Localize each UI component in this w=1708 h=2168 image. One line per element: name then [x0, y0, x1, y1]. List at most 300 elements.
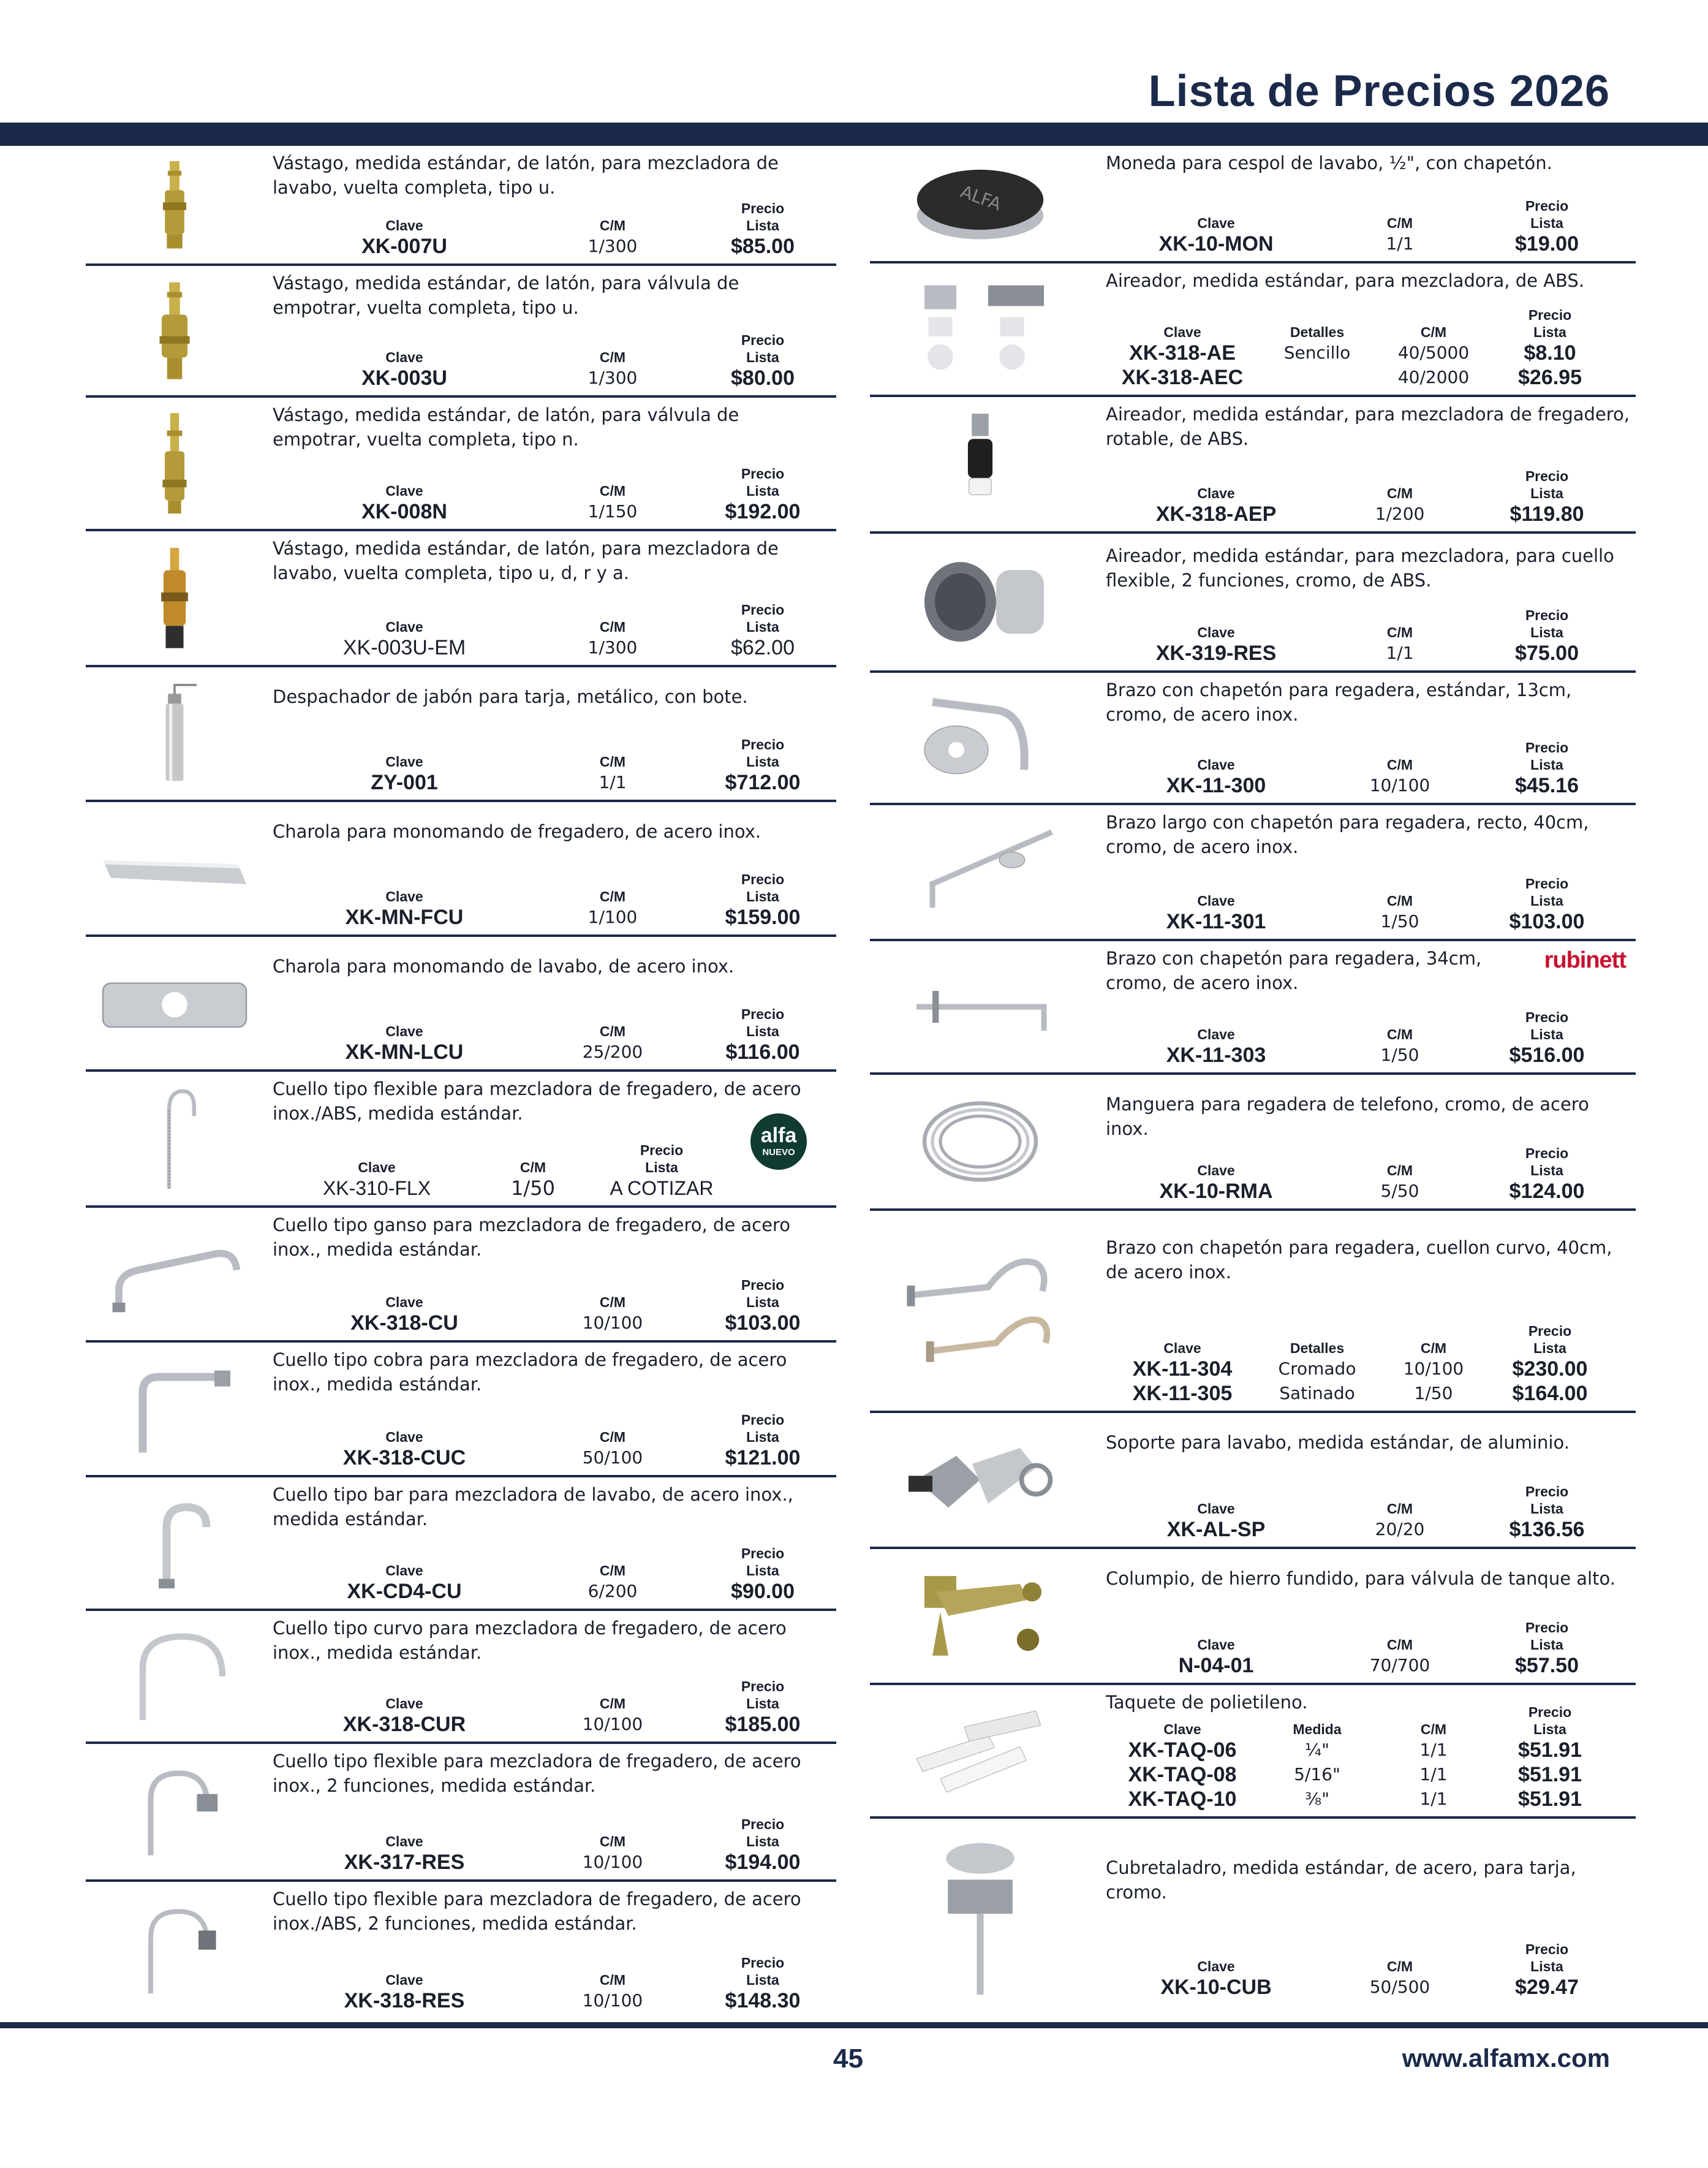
product-code: XK-CD4-CU [347, 1580, 462, 1603]
precio-header: Precio [1525, 876, 1569, 892]
product-size: ¼" [1304, 1740, 1330, 1760]
precio-header: Precio [1528, 307, 1572, 323]
rubinett-logo: rubinett [1544, 947, 1626, 973]
product-item [86, 937, 836, 1072]
product-price: $121.00 [725, 1446, 801, 1469]
product-item [870, 1211, 1636, 1413]
precio-header: Precio [1525, 740, 1569, 756]
product-price: $57.50 [1515, 1654, 1579, 1677]
lista-header: Lista [1533, 324, 1566, 340]
product-cm: 50/100 [582, 1447, 643, 1468]
product-code: XK-MN-FCU [345, 906, 464, 929]
product-detail: Cromado [1278, 1359, 1356, 1379]
cm-header: C/M [1386, 1162, 1413, 1178]
product-item [870, 673, 1636, 805]
product-price: $136.56 [1509, 1518, 1585, 1541]
product-cm: 40/2000 [1397, 367, 1470, 387]
precio-header: Precio [741, 200, 785, 216]
product-cm: 1/50 [1380, 911, 1419, 931]
right-column [870, 146, 1636, 2018]
product-cm: 1/1 [1419, 1740, 1448, 1760]
clave-header: Clave [385, 349, 423, 365]
product-size: ⅜" [1304, 1789, 1330, 1809]
header-bar [0, 123, 1708, 146]
clave-header: Clave [385, 218, 423, 233]
aerator-set-image [870, 268, 1090, 390]
product-price: $516.00 [1509, 1044, 1585, 1067]
product-code: XK-10-MON [1158, 232, 1274, 256]
cm-header: C/M [599, 754, 626, 770]
precio-header: Precio [1525, 1009, 1569, 1025]
product-cm: 5/50 [1380, 1181, 1419, 1201]
price-table [273, 736, 831, 795]
product-code: XK-11-305 [1132, 1382, 1233, 1405]
lista-header: Lista [1530, 485, 1563, 501]
product-code: XK-318-RES [344, 1989, 465, 2012]
product-description: Columpio, de hierro fundido, para válvula de tanque alto. [1106, 1568, 1615, 1589]
product-item [870, 146, 1636, 263]
goose-neck-image [86, 1213, 263, 1335]
shower-arm-image [870, 678, 1090, 798]
long-shower-arm-image [870, 810, 1090, 934]
spray-head-image [870, 539, 1090, 665]
cm-header: C/M [599, 1563, 626, 1579]
precio-header: Precio [741, 1277, 785, 1293]
sink-plate-image [86, 807, 263, 930]
cm-header: C/M [599, 349, 626, 365]
product-code: ZY-001 [371, 771, 438, 794]
price-table [1106, 1483, 1631, 1542]
product-description: Taquete de polietileno. [1106, 1692, 1308, 1713]
new-badge: alfa NUEVO [750, 1113, 807, 1170]
clave-header: Clave [1197, 485, 1235, 501]
product-price: $51.91 [1518, 1738, 1582, 1762]
precio-header: Precio [1528, 1323, 1572, 1339]
product-item [86, 1477, 836, 1611]
product-description: Aireador, medida estándar, para mezcladora, para cuello flexible, 2 funciones, cromo, de ABS. [1106, 545, 1614, 591]
website-link[interactable]: www.alfamx.com [1402, 2044, 1610, 2072]
precio-header: Precio [741, 871, 785, 887]
product-price: $185.00 [725, 1713, 801, 1736]
price-table [1106, 197, 1631, 256]
product-code: N-04-01 [1178, 1654, 1254, 1677]
product-code: XK-317-RES [344, 1851, 465, 1874]
price-table [273, 332, 831, 390]
lista-header: Lista [1530, 1958, 1563, 1974]
product-description: Cubretaladro, medida estándar, de acero, para tarja, cromo. [1106, 1857, 1576, 1903]
cm-header: C/M [599, 483, 626, 499]
product-price: $29.47 [1515, 1976, 1579, 1999]
product-code: XK-318-AEC [1121, 366, 1244, 389]
cm-header: C/M [1420, 324, 1447, 340]
price-table [1106, 468, 1631, 526]
detalles-header: Detalles [1290, 324, 1345, 340]
medida-header: Medida [1293, 1721, 1342, 1737]
product-item [86, 802, 836, 937]
clave-header: Clave [1197, 893, 1235, 909]
flexible-spray-neck-image [86, 1887, 263, 2013]
cm-header: C/M [599, 218, 626, 233]
lista-header: Lista [1530, 893, 1563, 909]
flexible-neck-image [86, 1077, 263, 1200]
product-description: Vástago, medida estándar, de latón, para válvula de empotrar, vuelta completa, tipo u. [273, 273, 739, 318]
product-cm: 1/100 [588, 907, 638, 927]
product-code: XK-003U-EM [342, 636, 466, 659]
product-description: Cuello tipo flexible para mezcladora de fregadero, de acero inox./ABS, 2 funciones, medida estándar. [273, 1889, 801, 1934]
product-item [870, 1075, 1636, 1211]
clave-header: Clave [385, 1833, 423, 1849]
clave-header: Clave [1197, 1162, 1235, 1178]
lista-header: Lista [746, 889, 779, 904]
product-price: $62.00 [731, 636, 795, 659]
product-cm: 1/1 [1419, 1789, 1448, 1809]
lista-header: Lista [1530, 1162, 1563, 1178]
lista-header: Lista [746, 349, 779, 365]
product-price: $194.00 [725, 1851, 801, 1874]
product-item [870, 1413, 1636, 1549]
product-code: XK-11-303 [1166, 1044, 1266, 1067]
page-title: Lista de Precios 2026 [1148, 67, 1610, 116]
precio-header: Precio [1528, 1704, 1572, 1720]
price-table [273, 1006, 831, 1064]
precio-header: Precio [1525, 1620, 1569, 1635]
product-price: $103.00 [1509, 910, 1585, 933]
price-table [273, 1678, 831, 1737]
cm-header: C/M [599, 619, 626, 635]
product-description: Cuello tipo cobra para mezcladora de fregadero, de acero inox., medida estándar. [273, 1349, 787, 1395]
product-item [86, 398, 836, 531]
product-cm: 1/150 [588, 501, 638, 521]
product-code: XK-318-AEP [1155, 502, 1277, 526]
product-price: $124.00 [1509, 1180, 1585, 1203]
product-cm: 1/300 [588, 236, 638, 256]
lista-header: Lista [645, 1159, 678, 1175]
product-cm: 10/100 [582, 1852, 643, 1872]
product-code: XK-003U [361, 366, 447, 390]
valve-stem-image [86, 403, 263, 524]
product-cm: 25/200 [582, 1042, 643, 1062]
product-code: XK-TAQ-06 [1128, 1738, 1237, 1762]
clave-header: Clave [358, 1159, 396, 1175]
price-table [1106, 306, 1631, 390]
lista-header: Lista [746, 218, 779, 233]
cm-header: C/M [599, 1429, 626, 1445]
product-item [870, 1685, 1636, 1819]
product-item [870, 1549, 1636, 1685]
product-description: Vástago, medida estándar, de latón, para mezcladora de lavabo, vuelta completa, tipo u. [273, 153, 779, 198]
price-table [1106, 1941, 1631, 1999]
product-item [86, 1744, 836, 1882]
product-code: XK-MN-LCU [345, 1040, 464, 1064]
flexible-spray-neck-image [86, 1749, 263, 1874]
product-cm: 10/100 [582, 1990, 643, 2011]
product-cm: 1/300 [588, 637, 638, 658]
product-cm: 10/100 [1369, 775, 1430, 795]
valve-stem-image [86, 271, 263, 390]
product-item [870, 805, 1636, 941]
tank-lever-image [870, 1554, 1090, 1678]
valve-stem-image [86, 151, 263, 259]
precio-header: Precio [741, 1412, 785, 1428]
precio-header: Precio [1525, 198, 1569, 214]
product-description: Despachador de jabón para tarja, metálico, con bote. [273, 686, 748, 707]
cm-header: C/M [1386, 485, 1413, 501]
product-cm: 1/1 [1386, 643, 1414, 663]
price-table [1106, 1704, 1631, 1811]
product-price: $712.00 [725, 771, 801, 794]
soap-dispenser-image [86, 672, 263, 795]
product-item [870, 263, 1636, 397]
cm-header: C/M [1420, 1340, 1447, 1356]
footer-line [0, 2022, 1708, 2028]
product-description: Charola para monomando de fregadero, de acero inox. [273, 821, 761, 842]
product-item [86, 1072, 836, 1208]
lista-header: Lista [746, 1429, 779, 1445]
price-table [1106, 1145, 1631, 1203]
lista-header: Lista [1533, 1340, 1566, 1356]
product-description: Vástago, medida estándar, de latón, para válvula de empotrar, vuelta completa, tipo n. [273, 404, 739, 450]
left-column [86, 146, 836, 2018]
rotating-aerator-image [870, 402, 1090, 526]
curved-neck-image [86, 1616, 263, 1737]
cm-header: C/M [1386, 1958, 1413, 1974]
product-code: XK-11-304 [1132, 1357, 1233, 1381]
lista-header: Lista [746, 483, 779, 499]
lista-header: Lista [746, 754, 779, 770]
lista-header: Lista [746, 1696, 779, 1711]
product-item [870, 534, 1636, 673]
clave-header: Clave [385, 1696, 423, 1711]
product-description: Vástago, medida estándar, de latón, para mezcladora de lavabo, vuelta completa, tipo u, d, r y a. [273, 538, 779, 583]
clave-header: Clave [385, 1294, 423, 1310]
product-price: $192.00 [725, 500, 801, 523]
product-size: 5/16" [1294, 1764, 1340, 1784]
product-item [86, 146, 836, 266]
product-price: $116.00 [725, 1040, 800, 1064]
product-price: $80.00 [731, 366, 795, 390]
product-item [86, 1882, 836, 2018]
sink-bracket-image [870, 1418, 1090, 1542]
product-code: XK-10-CUB [1160, 1976, 1272, 1999]
product-item [870, 1819, 1636, 2018]
product-price: $45.16 [1515, 774, 1579, 797]
precio-header: Precio [741, 1955, 785, 1971]
lista-header: Lista [1533, 1721, 1566, 1737]
clave-header: Clave [385, 1972, 423, 1988]
product-cm: 6/200 [588, 1581, 638, 1601]
product-description: Cuello tipo bar para mezcladora de lavabo, de acero inox., medida estándar. [273, 1484, 793, 1529]
valve-stem-image [86, 536, 263, 660]
product-code: XK-318-CUC [342, 1446, 466, 1469]
lista-header: Lista [1530, 1501, 1563, 1517]
product-price: $85.00 [731, 235, 795, 258]
cm-header: C/M [1386, 624, 1413, 640]
product-price: $51.91 [1518, 1787, 1582, 1811]
product-item [86, 266, 836, 398]
product-code: XK-AL-SP [1166, 1518, 1266, 1541]
product-description: Charola para monomando de lavabo, de acero inox. [273, 956, 735, 977]
lista-header: Lista [746, 1833, 779, 1849]
precio-header: Precio [741, 602, 785, 618]
hole-cover-image [870, 1824, 1090, 2013]
product-cm: 10/100 [582, 1313, 643, 1333]
lista-header: Lista [746, 1972, 779, 1988]
precio-header: Precio [741, 1678, 785, 1694]
product-price: $119.80 [1510, 502, 1584, 526]
product-code: XK-319-RES [1155, 642, 1277, 665]
product-price: $51.91 [1518, 1763, 1582, 1786]
product-item [86, 1208, 836, 1343]
page-number: 45 [833, 2044, 863, 2074]
product-description: Cuello tipo curvo para mezcladora de fregadero, de acero inox., medida estándar. [273, 1618, 787, 1663]
cm-header: C/M [1386, 893, 1413, 909]
cobra-neck-image [86, 1347, 263, 1470]
clave-header: Clave [1197, 1501, 1235, 1517]
product-cm: 20/20 [1375, 1519, 1425, 1539]
clave-header: Clave [1197, 624, 1235, 640]
precio-header: Precio [1525, 1941, 1569, 1957]
product-description: Soporte para lavabo, medida estándar, de aluminio. [1106, 1432, 1570, 1453]
precio-header: Precio [741, 1006, 785, 1022]
price-table [1106, 607, 1631, 665]
shower-hose-image [870, 1080, 1090, 1203]
lista-header: Lista [1530, 1637, 1563, 1653]
cm-header: C/M [599, 889, 626, 904]
clave-header: Clave [385, 483, 423, 499]
precio-header: Precio [741, 1545, 785, 1561]
precio-header: Precio [1525, 607, 1569, 623]
product-price: $90.00 [731, 1580, 795, 1603]
clave-header: Clave [1197, 1637, 1235, 1653]
clave-header: Clave [1163, 1340, 1201, 1356]
product-item [86, 1611, 836, 1744]
product-cm: 1/50 [511, 1177, 555, 1200]
precio-header: Precio [1525, 1484, 1569, 1499]
cm-header: C/M [1386, 757, 1413, 773]
price-table [273, 1411, 831, 1470]
cm-header: C/M [1386, 215, 1413, 231]
cm-header: C/M [599, 1833, 626, 1849]
clave-header: Clave [1163, 1721, 1201, 1737]
lavabo-plate-image [86, 942, 263, 1064]
cm-header: C/M [599, 1023, 626, 1039]
price-table [1106, 739, 1631, 798]
product-code: XK-318-CU [350, 1311, 458, 1335]
product-code: XK-008N [361, 500, 447, 523]
cm-header: C/M [599, 1696, 626, 1711]
clave-header: Clave [385, 1563, 423, 1579]
product-cm: 40/5000 [1397, 343, 1470, 363]
product-code: XK-318-AE [1129, 341, 1236, 365]
price-table [273, 1276, 831, 1335]
precio-header: Precio [1525, 1145, 1569, 1161]
product-description: Aireador, medida estándar, para mezcladora de fregadero, rotable, de ABS. [1106, 404, 1630, 449]
lista-header: Lista [1530, 215, 1563, 231]
cm-header: C/M [599, 1972, 626, 1988]
product-cm: 1/200 [1375, 504, 1425, 524]
clave-header: Clave [385, 619, 423, 635]
product-code: XK-11-300 [1166, 774, 1266, 797]
product-price: $159.00 [725, 906, 801, 929]
product-item [86, 1343, 836, 1477]
product-cm: 70/700 [1369, 1655, 1430, 1675]
precio-header: Precio [741, 1816, 785, 1832]
cm-header: C/M [599, 1294, 626, 1310]
price-table [1106, 1009, 1631, 1067]
price-table [273, 200, 831, 259]
bar-neck-image [86, 1482, 263, 1604]
lista-header: Lista [746, 1563, 779, 1579]
price-table [273, 1816, 831, 1874]
clave-header: Clave [385, 754, 423, 770]
clave-header: Clave [385, 1023, 423, 1039]
product-code: XK-TAQ-10 [1128, 1787, 1237, 1811]
product-description: Cuello tipo flexible para mezcladora de fregadero, de acero inox., 2 funciones, medida estándar. [273, 1751, 801, 1796]
product-description: Brazo con chapetón para regadera, cuellon curvo, 40cm, de acero inox. [1106, 1237, 1612, 1283]
curved-shower-arm-image [870, 1216, 1090, 1406]
product-price: $75.00 [1515, 642, 1579, 665]
price-table [273, 465, 831, 524]
detalles-header: Detalles [1290, 1340, 1345, 1356]
product-cm: 1/1 [1419, 1764, 1448, 1784]
product-code: XK-11-301 [1166, 910, 1266, 933]
product-cm: 1/300 [588, 368, 638, 388]
product-code: XK-TAQ-08 [1128, 1763, 1237, 1786]
precio-header: Precio [741, 466, 785, 482]
product-cm: 10/100 [1403, 1359, 1464, 1379]
clave-header: Clave [1197, 215, 1235, 231]
product-description: Brazo con chapetón para regadera, estándar, 13cm, cromo, de acero inox. [1106, 680, 1572, 725]
shower-arm-34-image [870, 946, 1090, 1067]
product-description: Aireador, medida estándar, para mezcladora, de ABS. [1106, 270, 1585, 291]
product-price: $26.95 [1518, 366, 1582, 389]
product-price: $148.30 [725, 1989, 801, 2012]
product-cm: 1/1 [1386, 233, 1414, 254]
price-table [273, 871, 831, 930]
product-code: XK-10-RMA [1159, 1180, 1273, 1203]
cm-header: C/M [1386, 1501, 1413, 1517]
clave-header: Clave [1197, 757, 1235, 773]
product-description: Moneda para cespol de lavabo, ½", con chapetón. [1106, 153, 1552, 173]
cm-header: C/M [1420, 1721, 1447, 1737]
lista-header: Lista [1530, 1026, 1563, 1042]
product-description: Brazo con chapetón para regadera, 34cm, cromo, de acero inox. [1106, 948, 1482, 993]
price-table [1106, 1322, 1631, 1406]
product-cm: 10/100 [582, 1714, 643, 1734]
lista-header: Lista [746, 619, 779, 635]
product-price: $164.00 [1512, 1382, 1588, 1405]
product-price: $8.10 [1524, 341, 1576, 365]
price-table [273, 601, 831, 660]
clave-header: Clave [1163, 324, 1201, 340]
cm-header: C/M [1386, 1026, 1413, 1042]
wall-anchor-image [870, 1690, 1090, 1811]
price-table [273, 1545, 831, 1604]
alfa-logo: ALFA [958, 181, 1004, 214]
product-price: $230.00 [1512, 1357, 1588, 1381]
cm-header: C/M [1386, 1637, 1413, 1653]
product-cm: 1/1 [599, 772, 627, 792]
clave-header: Clave [1197, 1958, 1235, 1974]
product-price: A COTIZAR [610, 1177, 714, 1199]
product-code: XK-310-FLX [322, 1177, 431, 1199]
product-description: Cuello tipo ganso para mezcladora de fregadero, de acero inox., medida estándar. [273, 1215, 790, 1260]
product-description: Cuello tipo flexible para mezcladora de fregadero, de acero inox./ABS, medida estándar. [273, 1078, 801, 1124]
product-item [86, 531, 836, 667]
product-cm: 1/50 [1380, 1045, 1419, 1065]
clave-header: Clave [385, 1429, 423, 1445]
product-item [86, 667, 836, 802]
